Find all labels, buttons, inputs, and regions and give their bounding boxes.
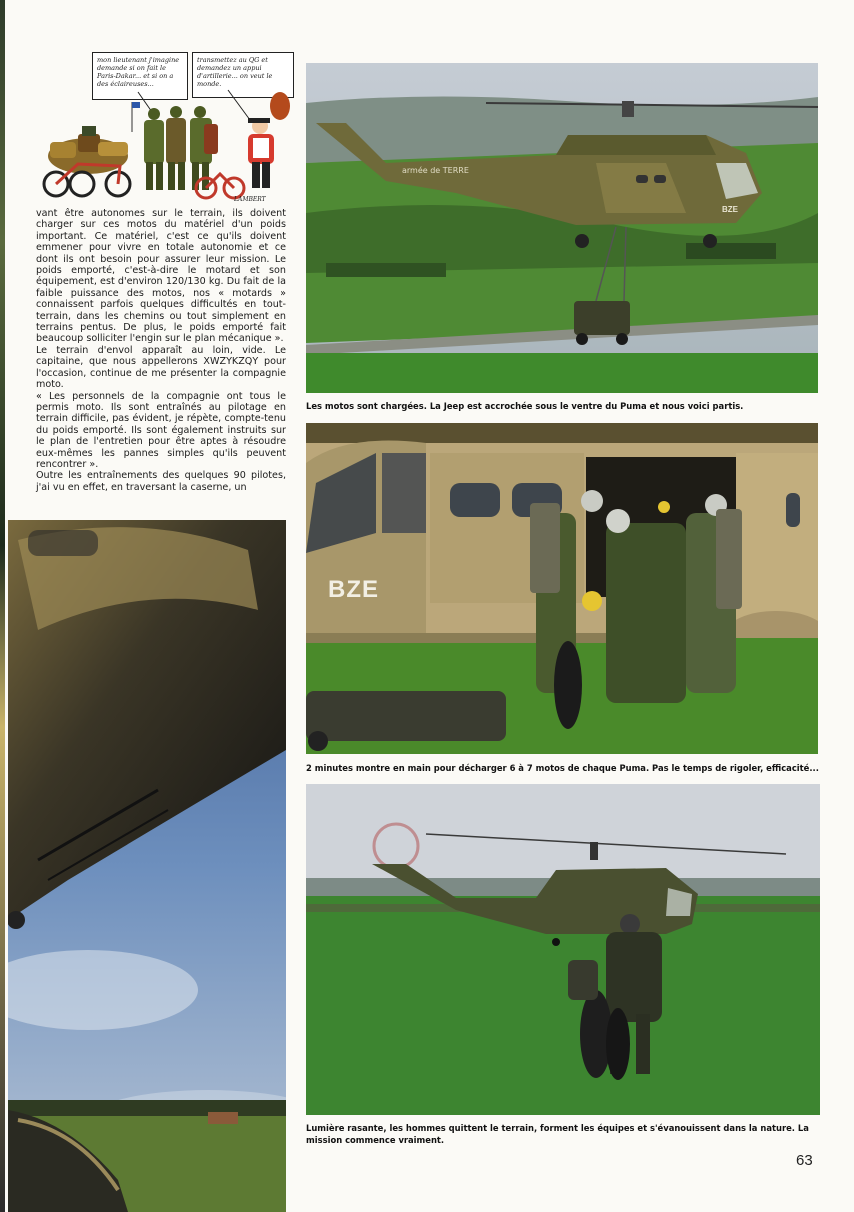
cartoon-signature: LAMBERT: [234, 196, 266, 203]
helicopter-tail-marking: armée de TERRE: [402, 166, 469, 175]
cartoon-illustration: [28, 46, 294, 206]
article-paragraph: Outre les entraînements des quelques 90 pilotes, j'ai vu en effet, en traversant la caserne, un: [36, 470, 286, 493]
caption-photo2: 2 minutes montre en main pour décharger 6 à 7 motos de chaque Puma. Pas le temps de rigoler, efficacité...: [306, 763, 819, 773]
loaded-motorbikes: [44, 126, 130, 196]
photo3-drawing: [306, 784, 820, 1115]
photo-helicopter-underside: [8, 520, 286, 1212]
speech-bubble-left: mon lieutenant j'imagine demande si on fait le Paris-Dakar... et si on a des éclaireuses...: [92, 52, 188, 100]
speech-bubble-right: transmettez au QG et demandez un appui d'artillerie... on veut le monde.: [192, 52, 294, 98]
page-number: 63: [796, 1152, 813, 1169]
helicopter-registration-large: BZE: [328, 576, 379, 603]
article-paragraph: vant être autonomes sur le terrain, ils doivent charger sur ces motos du matériel d'un poids important. Ce matériel, c'est ce qu'ils doivent emmener pour vivre en totale autonomie et ce dont ils ont besoin pour assurer leur mission. Le poids emporté, c'est-à-dire le motard et son équipement, est d'environ 120/130 kg. Du fait de la faible puissance des motos, nos « motards » connaissent parfois quelques difficultés en tout-terrain, dans les chemins ou tout simplement en terrains pentus. De plus, le poids emporté fait beaucoup solliciter l'engin sur le plan mécanique ».: [36, 208, 286, 345]
article-paragraph: « Les personnels de la compagnie ont tous le permis moto. Ils sont entraînés au pilotage en terrain difficile, pas évident, je répète, compte-tenu du poids emporté. Ils sont également instruits sur le plan de l'entretien pour être aptes à résoudre eux-mêmes les pannes simples qu'ils peuvent rencontrer ».: [36, 390, 286, 470]
cartoon-drawing: [28, 46, 294, 206]
helicopter-registration: BZE: [722, 205, 738, 214]
caption-photo3: Lumière rasante, les hommes quittent le terrain, forment les équipes et s'évanouissent dans la nature. La mission commence vraiment.: [306, 1123, 809, 1145]
binding-edge: [0, 0, 5, 1212]
article-paragraph: Le terrain d'envol apparaît au loin, vide. Le capitaine, que nous appellerons XWZYKZQY pour l'occasion, continue de me présenter la compagnie moto.: [36, 344, 286, 391]
photo2-drawing: [306, 423, 818, 754]
article-body: [36, 208, 286, 493]
photo-men-leaving-field: [306, 784, 820, 1115]
cartoon-civilian: [248, 92, 290, 188]
photo-left-drawing: [8, 520, 286, 1212]
caption-photo1: Les motos sont chargées. La Jeep est accrochée sous le ventre du Puma et nous voici partis.: [306, 401, 744, 411]
photo1-drawing: [306, 63, 818, 393]
photo-puma-carrying-jeep: [306, 63, 818, 393]
photo-unloading-motorbikes: [306, 423, 818, 754]
